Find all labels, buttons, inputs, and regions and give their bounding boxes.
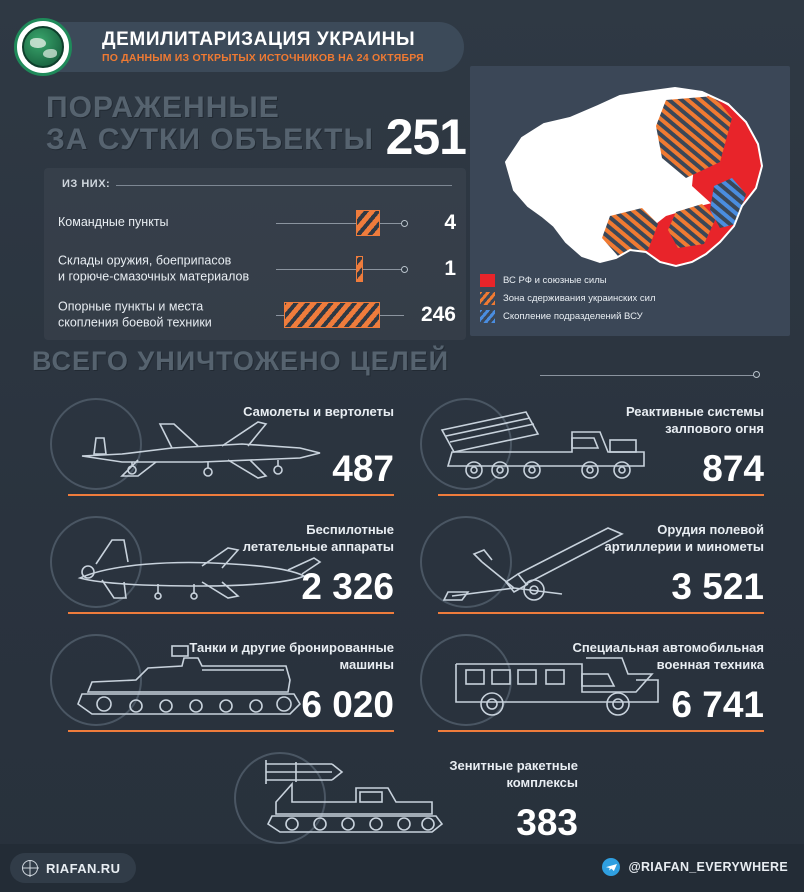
card-value: 383 bbox=[516, 802, 578, 843]
globe-icon bbox=[22, 26, 64, 68]
legend-label: Зона сдерживания украинских сил bbox=[503, 293, 656, 304]
stat-card-drone bbox=[42, 516, 394, 620]
card-underline bbox=[438, 494, 764, 496]
stat-card-mlrs bbox=[412, 398, 764, 502]
card-label: Самолеты и вертолеты bbox=[243, 404, 394, 419]
card-underline bbox=[438, 730, 764, 732]
card-value: 6 020 bbox=[301, 684, 394, 725]
breakdown-row-value: 1 bbox=[444, 257, 456, 280]
card-label: Специальная автомобильная военная техника bbox=[572, 640, 764, 672]
legend-item bbox=[480, 274, 780, 287]
card-underline bbox=[68, 494, 394, 496]
card-label: Зенитные ракетные комплексы bbox=[449, 758, 578, 790]
site-link[interactable] bbox=[10, 853, 136, 883]
ukraine-map-panel bbox=[470, 66, 790, 336]
breakdown-row-bar bbox=[284, 302, 380, 328]
totals-title-endpoint bbox=[753, 371, 760, 378]
map-legend bbox=[480, 274, 780, 328]
card-label: Беспилотные летательные аппараты bbox=[242, 522, 394, 554]
daily-title-line1: ПОРАЖЕННЫЕ bbox=[46, 91, 280, 124]
card-value: 6 741 bbox=[671, 684, 764, 725]
breakdown-row-track bbox=[276, 223, 404, 224]
stat-card-aircraft bbox=[42, 398, 394, 502]
breakdown-row-bar bbox=[356, 210, 380, 236]
stat-card-sam bbox=[226, 752, 578, 856]
card-underline bbox=[68, 730, 394, 732]
of-which-rule bbox=[116, 185, 452, 186]
riafan-globe-logo bbox=[14, 18, 72, 76]
totals-title-rule bbox=[540, 375, 756, 376]
breakdown-row-endpoint bbox=[401, 220, 408, 227]
totals-title: ВСЕГО УНИЧТОЖЕНО ЦЕЛЕЙ bbox=[32, 346, 450, 376]
legend-swatch-blue-hatch bbox=[480, 310, 495, 323]
breakdown-row-endpoint bbox=[401, 266, 408, 273]
stat-card-special-vehicles bbox=[412, 634, 764, 738]
breakdown-row bbox=[58, 202, 456, 244]
telegram-label: @RIAFAN_EVERYWHERE bbox=[628, 860, 788, 874]
card-underline bbox=[68, 612, 394, 614]
card-underline bbox=[438, 612, 764, 614]
card-value: 2 326 bbox=[301, 566, 394, 607]
card-value: 487 bbox=[332, 448, 394, 489]
daily-breakdown-panel bbox=[44, 168, 466, 340]
daily-title-line2: ЗА СУТКИ ОБЪЕКТЫ bbox=[46, 123, 374, 157]
breakdown-row-value: 4 bbox=[444, 211, 456, 234]
breakdown-row-value: 246 bbox=[420, 303, 456, 326]
stat-card-tanks bbox=[42, 634, 394, 738]
legend-swatch-red bbox=[480, 274, 495, 287]
breakdown-row-label: Опорные пункты и места скопления боевой техники bbox=[58, 299, 212, 329]
telegram-link[interactable] bbox=[602, 858, 788, 876]
site-label: RIAFAN.RU bbox=[46, 860, 121, 876]
daily-title bbox=[46, 92, 374, 157]
legend-label: ВС РФ и союзные силы bbox=[503, 275, 607, 286]
breakdown-row-label: Командные пункты bbox=[58, 215, 169, 230]
legend-swatch-orange-hatch bbox=[480, 292, 495, 305]
telegram-icon bbox=[602, 858, 620, 876]
card-label: Танки и другие бронированные машины bbox=[189, 640, 394, 672]
globe-icon bbox=[22, 860, 38, 876]
header-title-pill bbox=[52, 22, 464, 72]
daily-targets-panel bbox=[14, 92, 466, 340]
legend-item bbox=[480, 292, 780, 305]
legend-item bbox=[480, 310, 780, 323]
card-label: Реактивные системы залпового огня bbox=[625, 404, 764, 436]
breakdown-row-track bbox=[276, 269, 404, 270]
stat-card-artillery bbox=[412, 516, 764, 620]
breakdown-row-label: Склады оружия, боеприпасов и горюче-смазочных материалов bbox=[58, 253, 250, 283]
breakdown-row bbox=[58, 294, 456, 336]
card-label: Орудия полевой артиллерии и минометы bbox=[604, 522, 764, 554]
page-title: ДЕМИЛИТАРИЗАЦИЯ УКРАИНЫ bbox=[102, 28, 416, 50]
card-value: 3 521 bbox=[671, 566, 764, 607]
page-subtitle: ПО ДАННЫМ ИЗ ОТКРЫТЫХ ИСТОЧНИКОВ НА 24 ОКТЯБРЯ bbox=[102, 52, 424, 65]
footer bbox=[0, 844, 804, 892]
breakdown-row-bar bbox=[356, 256, 363, 282]
of-which-label: ИЗ НИХ: bbox=[62, 178, 111, 190]
daily-total-value: 251 bbox=[385, 109, 466, 165]
legend-label: Скопление подразделений ВСУ bbox=[503, 311, 643, 322]
breakdown-row bbox=[58, 248, 456, 290]
card-value: 874 bbox=[702, 448, 764, 489]
